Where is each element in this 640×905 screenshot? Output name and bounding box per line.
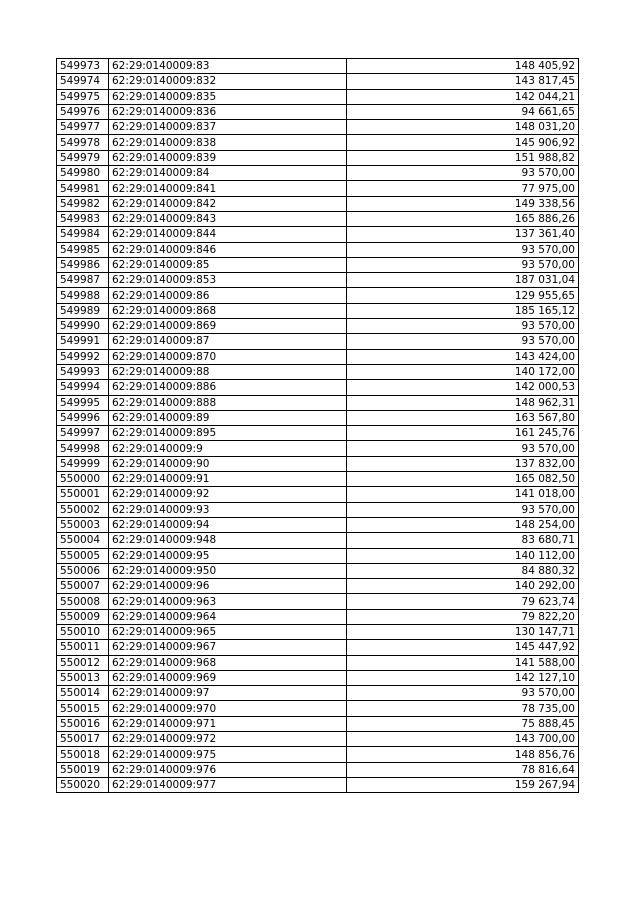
table-row (57, 104, 579, 119)
table-row (57, 548, 579, 563)
cadastral-number-cell: 62:29:0140009:842 (109, 196, 347, 211)
table-row (57, 670, 579, 685)
value-cell: 84 880,32 (347, 563, 579, 578)
value-cell: 145 447,92 (347, 640, 579, 655)
cadastral-number-cell: 62:29:0140009:88 (109, 364, 347, 379)
row-id-cell: 549992 (57, 349, 109, 364)
cadastral-number-cell: 62:29:0140009:89 (109, 410, 347, 425)
cadastral-number-cell: 62:29:0140009:91 (109, 472, 347, 487)
value-cell: 75 888,45 (347, 716, 579, 731)
table-row (57, 456, 579, 471)
row-id-cell: 549984 (57, 227, 109, 242)
value-cell: 137 361,40 (347, 227, 579, 242)
cadastral-number-cell: 62:29:0140009:975 (109, 747, 347, 762)
row-id-cell: 549995 (57, 395, 109, 410)
row-id-cell: 550001 (57, 487, 109, 502)
value-cell: 148 031,20 (347, 120, 579, 135)
cadastral-number-cell: 62:29:0140009:853 (109, 273, 347, 288)
cadastral-number-cell: 62:29:0140009:83 (109, 59, 347, 74)
row-id-cell: 549997 (57, 426, 109, 441)
value-cell: 142 044,21 (347, 89, 579, 104)
value-cell: 93 570,00 (347, 686, 579, 701)
cadastral-number-cell: 62:29:0140009:97 (109, 686, 347, 701)
value-cell: 77 975,00 (347, 181, 579, 196)
table-row (57, 655, 579, 670)
table-row (57, 777, 579, 792)
value-cell: 93 570,00 (347, 334, 579, 349)
cadastral-number-cell: 62:29:0140009:85 (109, 257, 347, 272)
cadastral-number-cell: 62:29:0140009:9 (109, 441, 347, 456)
cadastral-number-cell: 62:29:0140009:84 (109, 166, 347, 181)
table-row (57, 533, 579, 548)
value-cell: 140 112,00 (347, 548, 579, 563)
table-row (57, 579, 579, 594)
value-cell: 130 147,71 (347, 624, 579, 639)
value-cell: 149 338,56 (347, 196, 579, 211)
value-cell: 142 127,10 (347, 670, 579, 685)
value-cell: 163 567,80 (347, 410, 579, 425)
row-id-cell: 550019 (57, 762, 109, 777)
value-cell: 93 570,00 (347, 257, 579, 272)
table-row (57, 380, 579, 395)
cadastral-number-cell: 62:29:0140009:969 (109, 670, 347, 685)
value-cell: 79 822,20 (347, 609, 579, 624)
value-cell: 141 018,00 (347, 487, 579, 502)
table-row (57, 196, 579, 211)
table-row (57, 303, 579, 318)
table-row (57, 211, 579, 226)
table-row (57, 181, 579, 196)
table-row (57, 517, 579, 532)
table-row (57, 150, 579, 165)
row-id-cell: 549990 (57, 319, 109, 334)
table-row (57, 701, 579, 716)
value-cell: 78 816,64 (347, 762, 579, 777)
cadastral-number-cell: 62:29:0140009:87 (109, 334, 347, 349)
table-row (57, 716, 579, 731)
value-cell: 93 570,00 (347, 242, 579, 257)
table-row (57, 609, 579, 624)
cadastral-number-cell: 62:29:0140009:972 (109, 732, 347, 747)
table-row (57, 441, 579, 456)
table-row (57, 472, 579, 487)
cadastral-number-cell: 62:29:0140009:888 (109, 395, 347, 410)
row-id-cell: 550017 (57, 732, 109, 747)
value-cell: 145 906,92 (347, 135, 579, 150)
row-id-cell: 549991 (57, 334, 109, 349)
cadastral-number-cell: 62:29:0140009:963 (109, 594, 347, 609)
cadastral-number-cell: 62:29:0140009:976 (109, 762, 347, 777)
row-id-cell: 549996 (57, 410, 109, 425)
row-id-cell: 549993 (57, 364, 109, 379)
table-row (57, 242, 579, 257)
cadastral-number-cell: 62:29:0140009:886 (109, 380, 347, 395)
table-row (57, 334, 579, 349)
cadastral-number-cell: 62:29:0140009:868 (109, 303, 347, 318)
value-cell: 148 856,76 (347, 747, 579, 762)
row-id-cell: 549986 (57, 257, 109, 272)
table-row (57, 364, 579, 379)
row-id-cell: 550010 (57, 624, 109, 639)
cadastral-number-cell: 62:29:0140009:86 (109, 288, 347, 303)
cadastral-number-cell: 62:29:0140009:869 (109, 319, 347, 334)
row-id-cell: 550000 (57, 472, 109, 487)
table-row (57, 686, 579, 701)
table-row (57, 273, 579, 288)
value-cell: 148 962,31 (347, 395, 579, 410)
row-id-cell: 549983 (57, 211, 109, 226)
cadastral-number-cell: 62:29:0140009:964 (109, 609, 347, 624)
cadastral-number-cell: 62:29:0140009:839 (109, 150, 347, 165)
value-cell: 165 082,50 (347, 472, 579, 487)
row-id-cell: 550020 (57, 777, 109, 792)
value-cell: 78 735,00 (347, 701, 579, 716)
table-row (57, 426, 579, 441)
table-row (57, 762, 579, 777)
value-cell: 93 570,00 (347, 166, 579, 181)
value-cell: 93 570,00 (347, 319, 579, 334)
row-id-cell: 550007 (57, 579, 109, 594)
table-row (57, 410, 579, 425)
cadastral-number-cell: 62:29:0140009:950 (109, 563, 347, 578)
value-cell: 165 886,26 (347, 211, 579, 226)
table-row (57, 59, 579, 74)
cadastral-number-cell: 62:29:0140009:870 (109, 349, 347, 364)
cadastral-number-cell: 62:29:0140009:967 (109, 640, 347, 655)
value-cell: 161 245,76 (347, 426, 579, 441)
table-row (57, 563, 579, 578)
cadastral-number-cell: 62:29:0140009:965 (109, 624, 347, 639)
cadastral-number-cell: 62:29:0140009:895 (109, 426, 347, 441)
row-id-cell: 550003 (57, 517, 109, 532)
row-id-cell: 549999 (57, 456, 109, 471)
value-cell: 148 254,00 (347, 517, 579, 532)
cadastral-number-cell: 62:29:0140009:835 (109, 89, 347, 104)
table-row (57, 120, 579, 135)
row-id-cell: 550008 (57, 594, 109, 609)
row-id-cell: 550013 (57, 670, 109, 685)
cadastral-number-cell: 62:29:0140009:846 (109, 242, 347, 257)
records-table-body (57, 59, 579, 793)
table-row (57, 227, 579, 242)
cadastral-number-cell: 62:29:0140009:841 (109, 181, 347, 196)
value-cell: 140 292,00 (347, 579, 579, 594)
row-id-cell: 550009 (57, 609, 109, 624)
row-id-cell: 549977 (57, 120, 109, 135)
value-cell: 148 405,92 (347, 59, 579, 74)
row-id-cell: 549994 (57, 380, 109, 395)
row-id-cell: 549973 (57, 59, 109, 74)
row-id-cell: 550002 (57, 502, 109, 517)
table-row (57, 257, 579, 272)
row-id-cell: 550015 (57, 701, 109, 716)
value-cell: 129 955,65 (347, 288, 579, 303)
cadastral-number-cell: 62:29:0140009:970 (109, 701, 347, 716)
cadastral-number-cell: 62:29:0140009:968 (109, 655, 347, 670)
row-id-cell: 549998 (57, 441, 109, 456)
cadastral-number-cell: 62:29:0140009:844 (109, 227, 347, 242)
cadastral-number-cell: 62:29:0140009:837 (109, 120, 347, 135)
row-id-cell: 550012 (57, 655, 109, 670)
cadastral-number-cell: 62:29:0140009:96 (109, 579, 347, 594)
value-cell: 94 661,65 (347, 104, 579, 119)
value-cell: 83 680,71 (347, 533, 579, 548)
row-id-cell: 550018 (57, 747, 109, 762)
table-row (57, 624, 579, 639)
cadastral-number-cell: 62:29:0140009:977 (109, 777, 347, 792)
row-id-cell: 549989 (57, 303, 109, 318)
value-cell: 141 588,00 (347, 655, 579, 670)
value-cell: 185 165,12 (347, 303, 579, 318)
table-row (57, 732, 579, 747)
row-id-cell: 550011 (57, 640, 109, 655)
table-row (57, 395, 579, 410)
row-id-cell: 549978 (57, 135, 109, 150)
cadastral-number-cell: 62:29:0140009:843 (109, 211, 347, 226)
table-row (57, 594, 579, 609)
value-cell: 137 832,00 (347, 456, 579, 471)
row-id-cell: 549988 (57, 288, 109, 303)
table-row (57, 135, 579, 150)
table-row (57, 349, 579, 364)
cadastral-number-cell: 62:29:0140009:836 (109, 104, 347, 119)
row-id-cell: 550014 (57, 686, 109, 701)
records-table (56, 58, 579, 793)
row-id-cell: 550006 (57, 563, 109, 578)
row-id-cell: 550016 (57, 716, 109, 731)
table-row (57, 502, 579, 517)
table-row (57, 319, 579, 334)
value-cell: 93 570,00 (347, 502, 579, 517)
value-cell: 79 623,74 (347, 594, 579, 609)
row-id-cell: 549981 (57, 181, 109, 196)
row-id-cell: 549979 (57, 150, 109, 165)
row-id-cell: 550005 (57, 548, 109, 563)
cadastral-number-cell: 62:29:0140009:838 (109, 135, 347, 150)
cadastral-number-cell: 62:29:0140009:92 (109, 487, 347, 502)
value-cell: 93 570,00 (347, 441, 579, 456)
value-cell: 151 988,82 (347, 150, 579, 165)
cadastral-number-cell: 62:29:0140009:948 (109, 533, 347, 548)
cadastral-number-cell: 62:29:0140009:971 (109, 716, 347, 731)
value-cell: 143 424,00 (347, 349, 579, 364)
row-id-cell: 549982 (57, 196, 109, 211)
value-cell: 142 000,53 (347, 380, 579, 395)
value-cell: 159 267,94 (347, 777, 579, 792)
table-row (57, 166, 579, 181)
row-id-cell: 550004 (57, 533, 109, 548)
row-id-cell: 549987 (57, 273, 109, 288)
cadastral-number-cell: 62:29:0140009:832 (109, 74, 347, 89)
cadastral-number-cell: 62:29:0140009:90 (109, 456, 347, 471)
row-id-cell: 549980 (57, 166, 109, 181)
cadastral-number-cell: 62:29:0140009:95 (109, 548, 347, 563)
value-cell: 143 700,00 (347, 732, 579, 747)
cadastral-number-cell: 62:29:0140009:93 (109, 502, 347, 517)
table-row (57, 74, 579, 89)
row-id-cell: 549976 (57, 104, 109, 119)
row-id-cell: 549985 (57, 242, 109, 257)
table-row (57, 487, 579, 502)
table-row (57, 288, 579, 303)
value-cell: 140 172,00 (347, 364, 579, 379)
value-cell: 143 817,45 (347, 74, 579, 89)
row-id-cell: 549975 (57, 89, 109, 104)
table-row (57, 89, 579, 104)
cadastral-number-cell: 62:29:0140009:94 (109, 517, 347, 532)
value-cell: 187 031,04 (347, 273, 579, 288)
row-id-cell: 549974 (57, 74, 109, 89)
table-row (57, 747, 579, 762)
table-row (57, 640, 579, 655)
